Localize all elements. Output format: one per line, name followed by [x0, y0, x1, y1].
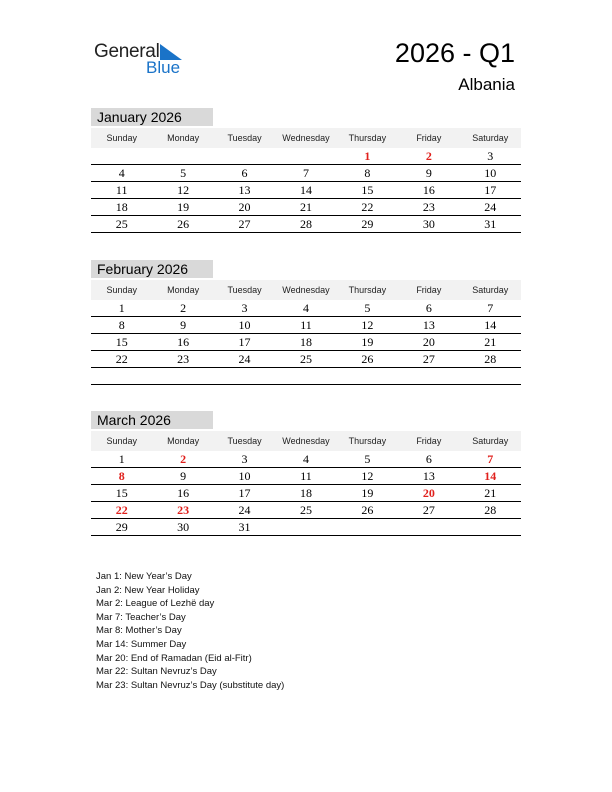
day-cell: 1	[91, 451, 152, 468]
day-cell: 26	[152, 216, 213, 233]
holiday-note: Mar 22: Sultan Nevruz’s Day	[96, 666, 217, 678]
day-cell: 13	[214, 182, 275, 199]
day-cell: 18	[275, 485, 336, 502]
country-name: Albania	[458, 75, 515, 94]
day-cell: 25	[91, 216, 152, 233]
day-cell	[152, 148, 213, 165]
week-row	[91, 148, 521, 165]
day-cell: 18	[91, 199, 152, 216]
day-cell: 4	[275, 451, 336, 468]
day-cell: 3	[214, 451, 275, 468]
day-cell: 28	[460, 351, 521, 368]
day-cell: 27	[398, 351, 459, 368]
day-cell	[152, 368, 213, 385]
day-cell: 22	[337, 199, 398, 216]
day-cell: 1	[337, 148, 398, 165]
day-cell: 26	[337, 351, 398, 368]
weekday-header: Friday	[398, 431, 459, 451]
generalblue-logo	[94, 41, 194, 77]
day-cell: 3	[460, 148, 521, 165]
day-cell: 7	[460, 300, 521, 317]
weekday-header: Tuesday	[214, 280, 275, 300]
day-cell: 11	[275, 468, 336, 485]
weekday-header: Thursday	[337, 128, 398, 148]
day-cell: 8	[91, 317, 152, 334]
day-cell: 25	[275, 502, 336, 519]
day-cell: 23	[152, 502, 213, 519]
day-cell	[398, 368, 459, 385]
holiday-note: Jan 1: New Year’s Day	[96, 571, 192, 582]
day-cell: 31	[460, 216, 521, 233]
day-cell: 10	[214, 317, 275, 334]
week-row	[91, 502, 521, 519]
day-cell: 16	[152, 485, 213, 502]
day-cell: 24	[214, 502, 275, 519]
weekday-header: Tuesday	[214, 128, 275, 148]
month-february	[91, 260, 521, 385]
month-title: February 2026	[91, 260, 213, 278]
weekday-header: Friday	[398, 280, 459, 300]
weekday-header: Saturday	[460, 431, 521, 451]
day-cell: 11	[91, 182, 152, 199]
weekday-header: Monday	[152, 128, 213, 148]
day-cell: 24	[460, 199, 521, 216]
day-cell: 27	[398, 502, 459, 519]
weekday-header: Thursday	[337, 280, 398, 300]
week-row	[91, 451, 521, 468]
day-cell: 15	[91, 485, 152, 502]
day-cell: 27	[214, 216, 275, 233]
logo-text-blue: Blue	[146, 58, 181, 77]
day-cell: 7	[460, 451, 521, 468]
week-row	[91, 182, 521, 199]
day-cell	[275, 519, 336, 536]
day-cell: 14	[460, 468, 521, 485]
day-cell: 21	[460, 334, 521, 351]
holiday-note: Mar 14: Summer Day	[96, 638, 187, 650]
day-cell	[214, 368, 275, 385]
weekday-header: Saturday	[460, 280, 521, 300]
day-cell: 5	[152, 165, 213, 182]
day-cell: 22	[91, 502, 152, 519]
day-cell: 28	[275, 216, 336, 233]
day-cell: 8	[337, 165, 398, 182]
holiday-note: Jan 2: New Year Holiday	[96, 584, 200, 596]
day-cell: 14	[460, 317, 521, 334]
week-row	[91, 485, 521, 502]
day-cell: 2	[152, 300, 213, 317]
day-cell: 12	[337, 317, 398, 334]
day-cell: 12	[152, 182, 213, 199]
day-cell: 8	[91, 468, 152, 485]
day-cell: 5	[337, 300, 398, 317]
day-cell: 30	[398, 216, 459, 233]
day-cell	[214, 148, 275, 165]
holiday-note: Mar 23: Sultan Nevruz’s Day (substitute day)	[96, 679, 285, 691]
day-cell: 15	[337, 182, 398, 199]
weekday-header: Wednesday	[275, 128, 336, 148]
day-cell: 13	[398, 468, 459, 485]
weekday-header: Friday	[398, 128, 459, 148]
day-cell: 12	[337, 468, 398, 485]
holiday-note: Mar 8: Mother’s Day	[96, 625, 182, 637]
day-cell: 25	[275, 351, 336, 368]
weekday-header: Sunday	[91, 280, 152, 300]
week-row	[91, 368, 521, 385]
day-cell: 2	[152, 451, 213, 468]
day-cell: 22	[91, 351, 152, 368]
day-cell	[91, 368, 152, 385]
day-cell: 21	[460, 485, 521, 502]
month-january	[91, 108, 521, 233]
day-cell: 16	[152, 334, 213, 351]
week-row	[91, 199, 521, 216]
day-cell: 17	[214, 485, 275, 502]
day-cell: 17	[214, 334, 275, 351]
weekday-header: Saturday	[460, 128, 521, 148]
day-cell	[460, 368, 521, 385]
logo-text-general: General	[94, 41, 160, 62]
day-cell: 23	[398, 199, 459, 216]
day-cell: 15	[91, 334, 152, 351]
day-cell	[398, 519, 459, 536]
day-cell: 6	[398, 300, 459, 317]
weekday-header: Sunday	[91, 431, 152, 451]
weekday-header: Sunday	[91, 128, 152, 148]
day-cell: 9	[152, 317, 213, 334]
month-title: January 2026	[91, 108, 213, 126]
weekday-header: Tuesday	[214, 431, 275, 451]
day-cell: 31	[214, 519, 275, 536]
day-cell	[275, 148, 336, 165]
holiday-note: Mar 2: League of Lezhë day	[96, 598, 215, 610]
day-cell: 9	[398, 165, 459, 182]
day-cell: 20	[214, 199, 275, 216]
day-cell: 19	[337, 334, 398, 351]
week-row	[91, 351, 521, 368]
holiday-notes	[96, 570, 284, 692]
week-row	[91, 519, 521, 536]
week-row	[91, 317, 521, 334]
day-cell: 10	[214, 468, 275, 485]
day-cell: 29	[91, 519, 152, 536]
day-cell: 21	[275, 199, 336, 216]
day-cell: 11	[275, 317, 336, 334]
day-cell: 16	[398, 182, 459, 199]
day-cell: 20	[398, 485, 459, 502]
weekday-header: Wednesday	[275, 280, 336, 300]
day-cell: 24	[214, 351, 275, 368]
weekday-header: Wednesday	[275, 431, 336, 451]
day-cell: 1	[91, 300, 152, 317]
day-cell: 2	[398, 148, 459, 165]
day-cell: 10	[460, 165, 521, 182]
day-cell: 17	[460, 182, 521, 199]
month-march	[91, 411, 521, 536]
day-cell: 7	[275, 165, 336, 182]
day-cell: 20	[398, 334, 459, 351]
day-cell: 19	[152, 199, 213, 216]
day-cell: 4	[275, 300, 336, 317]
month-table	[91, 431, 521, 536]
day-cell: 13	[398, 317, 459, 334]
day-cell: 3	[214, 300, 275, 317]
month-title: March 2026	[91, 411, 213, 429]
day-cell	[275, 368, 336, 385]
day-cell: 23	[152, 351, 213, 368]
day-cell: 29	[337, 216, 398, 233]
day-cell: 19	[337, 485, 398, 502]
week-row	[91, 216, 521, 233]
weekday-header: Monday	[152, 280, 213, 300]
day-cell	[337, 519, 398, 536]
day-cell: 28	[460, 502, 521, 519]
day-cell: 6	[214, 165, 275, 182]
day-cell: 26	[337, 502, 398, 519]
week-row	[91, 300, 521, 317]
week-row	[91, 334, 521, 351]
day-cell: 14	[275, 182, 336, 199]
day-cell: 30	[152, 519, 213, 536]
day-cell	[91, 148, 152, 165]
week-row	[91, 468, 521, 485]
holiday-note: Mar 20: End of Ramadan (Eid al-Fitr)	[96, 652, 252, 664]
day-cell	[337, 368, 398, 385]
day-cell: 5	[337, 451, 398, 468]
day-cell: 9	[152, 468, 213, 485]
holiday-note: Mar 7: Teacher’s Day	[96, 611, 186, 623]
page-title: 2026 - Q1	[394, 38, 515, 68]
day-cell	[460, 519, 521, 536]
month-table	[91, 128, 521, 233]
day-cell: 6	[398, 451, 459, 468]
day-cell: 4	[91, 165, 152, 182]
weekday-header: Monday	[152, 431, 213, 451]
week-row	[91, 165, 521, 182]
day-cell: 18	[275, 334, 336, 351]
month-table	[91, 280, 521, 385]
weekday-header: Thursday	[337, 431, 398, 451]
